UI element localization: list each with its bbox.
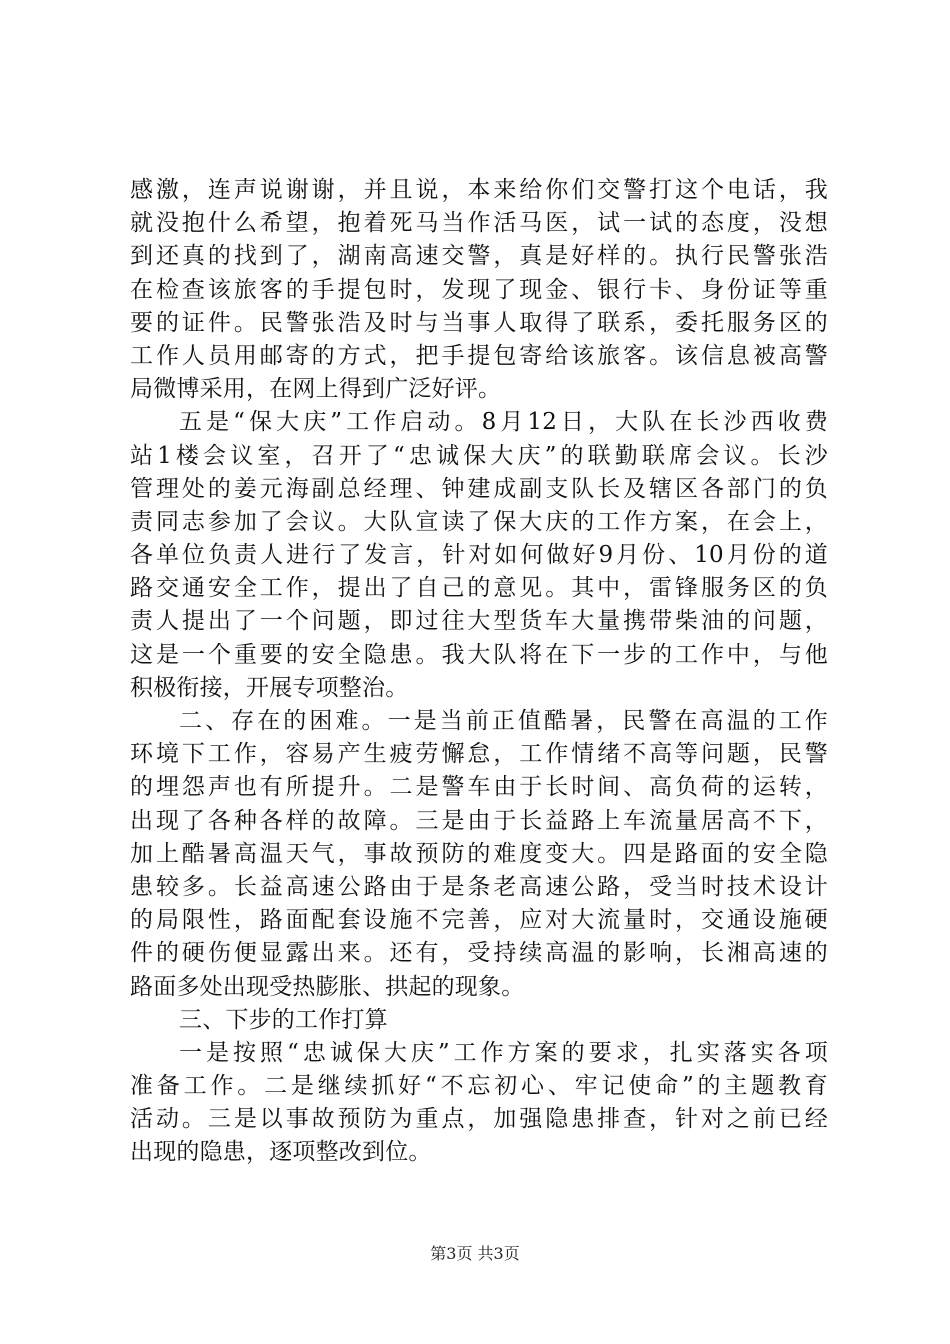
text-line: 环境下工作，容易产生疲劳懈怠，工作情绪不高等问题，民警 — [130, 741, 828, 768]
text-line: 患较多。长益高速公路由于是条老高速公路，受当时技术设计 — [130, 873, 828, 900]
text-line: 三、下步的工作打算 — [179, 1006, 388, 1033]
document-body — [130, 174, 828, 1170]
text-line: 到还真的找到了，湖南高速交警，真是好样的。执行民警张浩 — [130, 243, 828, 270]
text-line: 二、存在的困难。一是当前正值酷暑，民警在高温的工作 — [179, 708, 828, 734]
text-line: 出现了各种各样的故障。三是由于长益路上车流量居高不下， — [130, 807, 828, 834]
text-line: 的局限性，路面配套设施不完善，应对大流量时，交通设施硬 — [130, 907, 828, 934]
text-line: 管理处的姜元海副总经理、钟建成副支队长及辖区各部门的负 — [130, 475, 828, 502]
text-line: 感激，连声说谢谢，并且说，本来给你们交警打这个电话，我 — [130, 177, 828, 203]
text-line: 要的证件。民警张浩及时与当事人取得了联系，委托服务区的 — [130, 309, 828, 336]
text-line: 积极衔接，开展专项整治。 — [130, 674, 409, 701]
text-line: 出现的隐患，逐项整改到位。 — [130, 1139, 432, 1166]
text-line: 工作人员用邮寄的方式，把手提包寄给该旅客。该信息被高警 — [130, 342, 828, 369]
text-line: 的埋怨声也有所提升。二是警车由于长时间、高负荷的运转， — [130, 774, 828, 801]
text-line: 站1楼会议室，召开了“忠诚保大庆”的联勤联席会议。长沙 — [130, 442, 828, 469]
text-line: 准备工作。二是继续抓好“不忘初心、牢记使命”的主题教育 — [130, 1073, 828, 1100]
text-line: 局微博采用，在网上得到广泛好评。 — [130, 376, 502, 403]
text-line: 这是一个重要的安全隐患。我大队将在下一步的工作中，与他 — [130, 641, 828, 668]
text-line: 就没抱什么希望，抱着死马当作活马医，试一试的态度，没想 — [130, 210, 828, 237]
text-line: 路交通安全工作，提出了自己的意见。其中，雷锋服务区的负 — [130, 575, 828, 602]
text-line: 各单位负责人进行了发言，针对如何做好9月份、10月份的道 — [130, 542, 828, 569]
text-line: 件的硬伤便显露出来。还有，受持续高温的影响，长湘高速的 — [130, 940, 828, 967]
text-line: 加上酷暑高温天气，事故预防的难度变大。四是路面的安全隐 — [130, 840, 828, 867]
text-line: 一是按照“忠诚保大庆”工作方案的要求，扎实落实各项 — [179, 1039, 828, 1066]
text-line: 责同志参加了会议。大队宣读了保大庆的工作方案，在会上， — [130, 508, 828, 535]
text-line: 五是“保大庆”工作启动。8月12日，大队在长沙西收费 — [179, 409, 828, 436]
page-footer: 第3页 共3页 — [430, 1244, 520, 1263]
text-line: 路面多处出现受热膨胀、拱起的现象。 — [130, 973, 525, 1000]
text-line: 责人提出了一个问题，即过往大型货车大量携带柴油的问题， — [130, 608, 828, 635]
text-line: 活动。三是以事故预防为重点，加强隐患排查，针对之前已经 — [130, 1106, 828, 1133]
text-line: 在检查该旅客的手提包时，发现了现金、银行卡、身份证等重 — [130, 276, 828, 303]
